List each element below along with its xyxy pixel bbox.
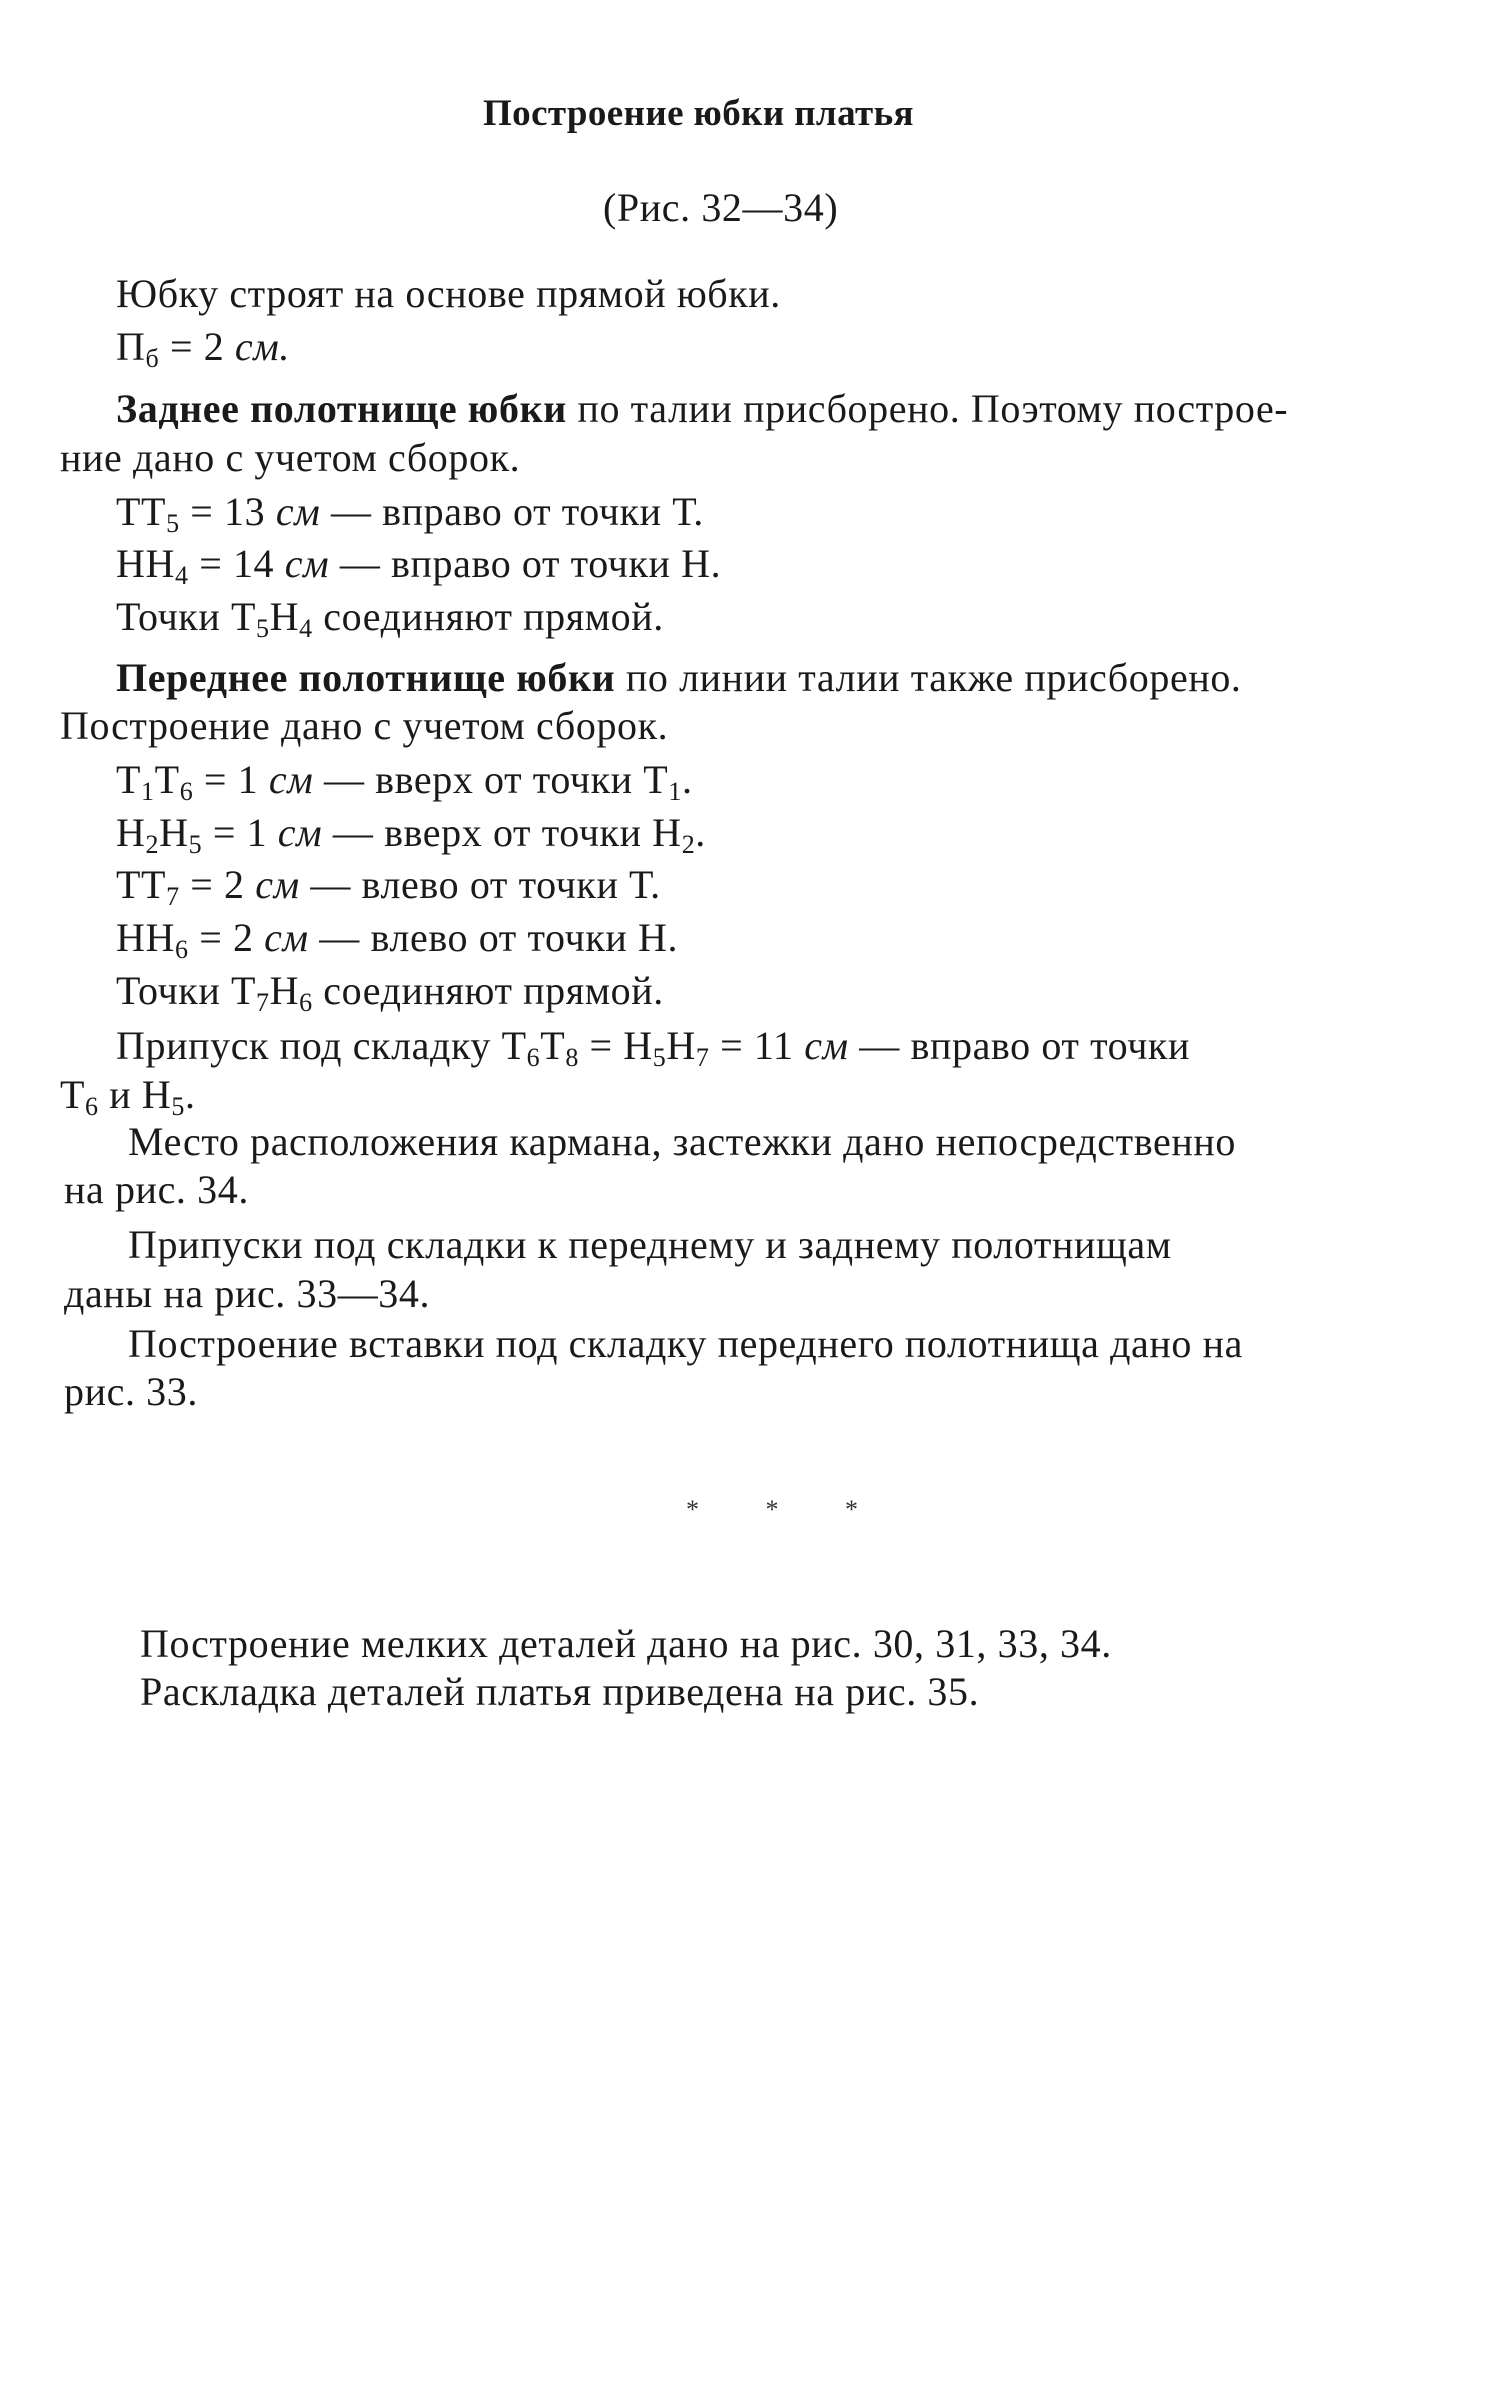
front-panel-line-2: Построение дано с учетом сборок. [60,703,669,748]
back-points-line: Точки $Т_5Н_4$ соединяют прямой. [116,594,664,643]
insert-note-line-2: рис. 33. [64,1369,198,1414]
back-panel-line-2: ние дано с учетом сборок. [60,435,521,480]
intro-line: Юбку строят на основе прямой юбки. [116,271,781,316]
allowance-note-line-1: Припуски под складки к переднему и заднему полотнищам [128,1222,1172,1267]
formula-t1t6: $Т_1Т_6 = 1$ см — вверх от точки $Т_1$. [116,757,693,806]
fold-allowance-line: Припуск под складку $Т_6Т_8 = Н_5Н_7 = 11$ см — вправо от точки [116,1023,1190,1072]
formula-tt7: $ТТ_7 = 2$ см — влево от точки Т. [116,862,661,911]
formula-hh4: $НН_4 = 14$ см — вправо от точки Н. [116,541,722,590]
footer-line-2: Раскладка деталей платья приведена на рис. 35. [140,1669,980,1714]
fold-allowance-line-2: $Т_6$ и $Н_5$. [60,1072,196,1121]
insert-note-line-1: Построение вставки под складку переднего полотнища дано на [128,1321,1243,1366]
formula-tt5: $ТТ_5 = 13$ см — вправо от точки Т. [116,489,704,538]
pocket-note-line-1: Место расположения кармана, застежки дано непосредственно [128,1119,1236,1164]
front-points-line: Точки $Т_7Н_6$ соединяют прямой. [116,968,664,1017]
back-panel-paragraph: Заднее полотнище юбки по талии присборено. Поэтому построе- [116,386,1289,431]
footer-line-1: Построение мелких деталей дано на рис. 30, 31, 33, 34. [140,1621,1112,1666]
page-title: Построение юбки платья [483,93,914,134]
formula-p6: $П_б = 2$ см. [116,324,290,373]
front-panel-paragraph: Переднее полотнище юбки по линии талии также присборено. [116,655,1242,700]
figure-reference: (Рис. 32—34) [603,185,839,230]
allowance-note-line-2: даны на рис. 33—34. [64,1271,431,1316]
section-separator: * * * [686,1495,888,1524]
formula-hh6: $НН_6 = 2$ см — влево от точки Н. [116,915,679,964]
pocket-note-line-2: на рис. 34. [64,1167,249,1212]
formula-h2h5: $Н_2Н_5 = 1$ см — вверх от точки $Н_2$. [116,810,706,859]
